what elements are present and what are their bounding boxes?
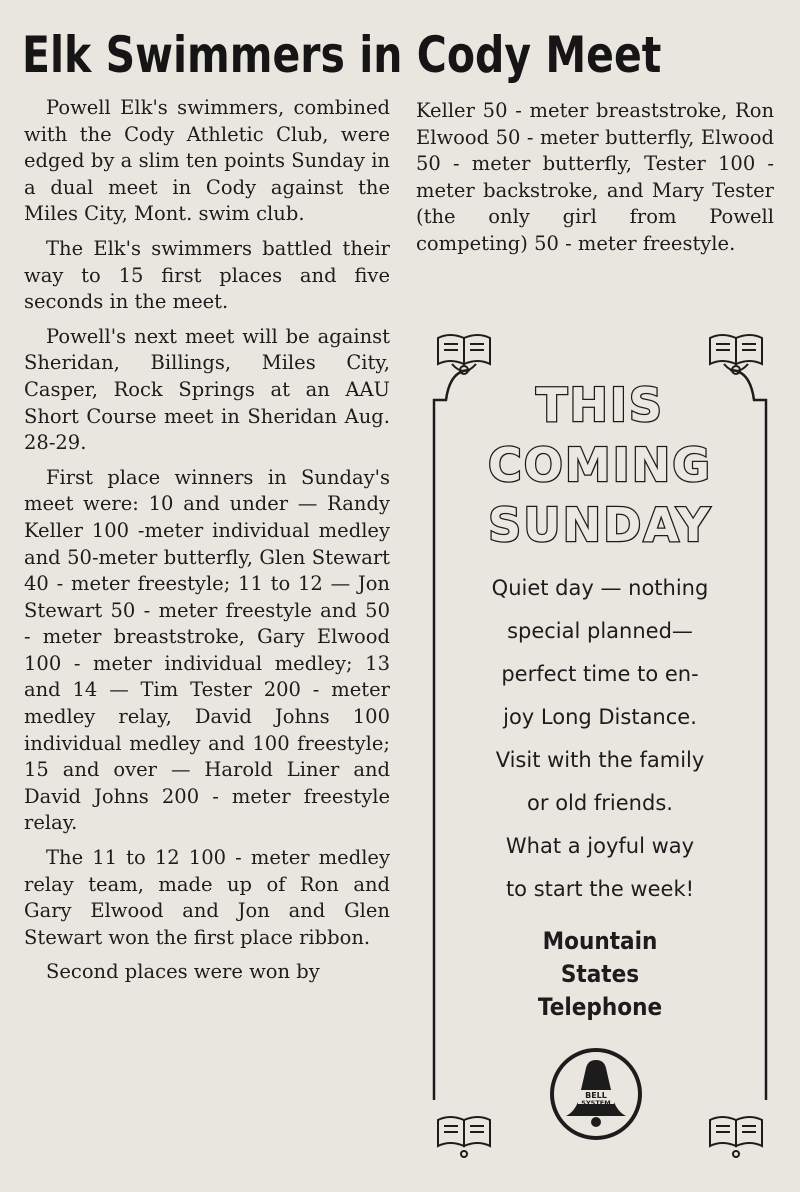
ad-body-line: to start the week! bbox=[505, 877, 695, 901]
article-paragraph: Keller 50 - meter breaststroke, Ron Elwood 50 - meter butterfly, Elwood 50 - meter butterfly, Tester 100 - meter backstroke, and Mary Tester (the only girl from Powell competing) 50 - meter freestyle. bbox=[416, 99, 774, 255]
ad-body-line: What a joyful way bbox=[505, 834, 695, 858]
ad-body-line: or old friends. bbox=[527, 791, 673, 815]
ad-body-line: perfect time to en- bbox=[501, 662, 699, 686]
article-column-left bbox=[24, 95, 390, 994]
ad-signature-line: Mountain bbox=[542, 927, 658, 955]
article-paragraph: First place winners in Sunday's meet were: 10 and under — Randy Keller 100 -meter individual medley and 50-meter butterfly, Glen Stewart 40 - meter freestyle; 11 to 12 — Jon Stewart 50 - meter freestyle and 50 - meter breaststroke, Gary Elwood 100 - meter individual medley; 13 and 14 — Tim Tester 200 - meter medley relay, David Johns 100 individual medley and 100 freestyle; 15 and over — Harold Liner and David Johns 200 - meter freestyle relay. bbox=[24, 465, 390, 835]
ad-signature bbox=[460, 925, 741, 1024]
ad-headline-line: THIS bbox=[535, 378, 665, 432]
article-paragraph: Second places were won by bbox=[46, 960, 320, 984]
ad-body-line: joy Long Distance. bbox=[503, 705, 697, 729]
ad-body-line: Visit with the family bbox=[495, 748, 705, 772]
article-headline: Elk Swimmers in Cody Meet bbox=[22, 26, 662, 84]
article-paragraph: The Elk's swimmers battled their way to 15 first places and five seconds in the meet. bbox=[24, 236, 390, 314]
ad-body-copy bbox=[444, 567, 756, 911]
ad-signature-line: Telephone bbox=[537, 993, 663, 1021]
ad-signature-line: States bbox=[560, 960, 640, 988]
telephone-advertisement bbox=[430, 330, 770, 1160]
ad-headline bbox=[444, 375, 756, 555]
ad-headline-line: COMING bbox=[487, 438, 712, 492]
bell-icon bbox=[548, 1046, 644, 1142]
bell-logo-text-bottom: SYSTEM bbox=[581, 1099, 611, 1107]
ad-body-line: special planned— bbox=[507, 619, 693, 643]
ad-body-line: Quiet day — nothing bbox=[491, 576, 709, 600]
bell-logo-text-top: BELL bbox=[585, 1091, 607, 1100]
ad-content bbox=[444, 375, 756, 1024]
article-paragraph: Powell Elk's swimmers, combined with the Cody Athletic Club, were edged by a slim ten points Sunday in a dual meet in Cody against the Miles City, Mont. swim club. bbox=[24, 96, 390, 226]
book-ornament-icon bbox=[438, 335, 490, 374]
article-paragraph: The 11 to 12 100 - meter medley relay team, made up of Ron and Gary Elwood and Jon and Glen Stewart won the first place ribbon. bbox=[24, 846, 390, 949]
ad-headline-line: SUNDAY bbox=[488, 498, 712, 552]
article-column-right bbox=[416, 98, 774, 266]
article-paragraph: Powell's next meet will be against Sheridan, Billings, Miles City, Casper, Rock Springs at an AAU Short Course meet in Sheridan Aug. 28-29. bbox=[24, 324, 390, 455]
